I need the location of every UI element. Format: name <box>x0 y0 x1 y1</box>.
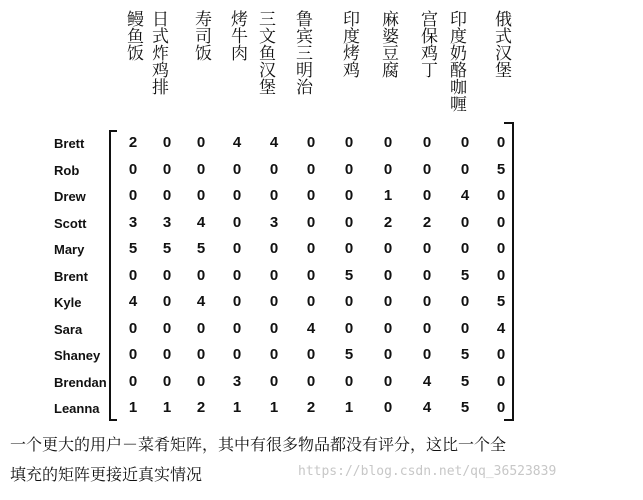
matrix-left-bracket <box>109 130 117 421</box>
rating-cell: 0 <box>383 346 393 363</box>
rating-cell: 0 <box>162 293 172 310</box>
rating-cell: 0 <box>383 319 393 337</box>
rating-cell: 1 <box>269 399 279 416</box>
rating-cell: 5 <box>162 240 172 257</box>
rating-cell: 0 <box>422 160 432 178</box>
rating-cell: 0 <box>162 134 172 151</box>
rating-cell: 4 <box>128 293 138 310</box>
row-label: Brendan <box>54 374 107 390</box>
caption-line-1: 一个更大的用户－菜肴矩阵，其中有很多物品都没有评分，这比一个全 <box>10 435 507 454</box>
watermark: https://blog.csdn.net/qq_36523839 <box>298 464 557 479</box>
rating-cell: 0 <box>460 160 470 178</box>
rating-cell: 0 <box>344 187 354 204</box>
rating-cell: 0 <box>232 240 242 257</box>
column-header: 烤牛肉 <box>227 10 247 61</box>
rating-cell: 1 <box>162 399 172 416</box>
rating-cell: 2 <box>383 213 393 231</box>
rating-cell: 0 <box>460 134 470 151</box>
rating-cell: 4 <box>196 213 206 231</box>
rating-cell: 0 <box>383 293 393 310</box>
column-header: 俄式汉堡 <box>491 10 511 78</box>
rating-cell: 0 <box>306 134 316 151</box>
rating-cell: 5 <box>460 346 470 363</box>
rating-cell: 2 <box>422 213 432 231</box>
rating-cell: 0 <box>306 213 316 231</box>
rating-cell: 0 <box>306 160 316 178</box>
column-header: 印度烤鸡 <box>339 10 359 78</box>
rating-cell: 0 <box>496 372 506 390</box>
rating-cell: 2 <box>196 399 206 416</box>
column-header: 印度奶酪咖喱 <box>446 10 466 112</box>
rating-cell: 0 <box>196 319 206 337</box>
rating-cell: 1 <box>232 399 242 416</box>
rating-cell: 0 <box>422 240 432 257</box>
rating-cell: 0 <box>269 346 279 363</box>
rating-cell: 0 <box>422 293 432 310</box>
matrix-right-bracket <box>504 122 514 421</box>
rating-cell: 0 <box>496 399 506 416</box>
rating-cell: 2 <box>306 399 316 416</box>
rating-cell: 0 <box>162 160 172 178</box>
rating-cell: 5 <box>344 266 354 284</box>
rating-cell: 5 <box>460 399 470 416</box>
row-label: Sara <box>54 321 83 337</box>
rating-cell: 0 <box>383 266 393 284</box>
row-label: Brent <box>54 268 88 284</box>
matrix-row <box>0 183 643 211</box>
rating-cell: 4 <box>422 399 432 416</box>
rating-cell: 0 <box>232 293 242 310</box>
matrix-row <box>0 316 643 344</box>
matrix-row <box>0 289 643 317</box>
caption-line-2: 填充的矩阵更接近真实情况 <box>10 465 203 484</box>
rating-cell: 0 <box>344 134 354 151</box>
rating-cell: 0 <box>196 372 206 390</box>
column-header: 麻婆豆腐 <box>378 10 398 78</box>
rating-cell: 0 <box>196 266 206 284</box>
rating-cell: 0 <box>496 134 506 151</box>
rating-cell: 3 <box>232 372 242 390</box>
rating-cell: 0 <box>383 372 393 390</box>
matrix-row <box>0 263 643 291</box>
rating-cell: 0 <box>306 240 316 257</box>
rating-cell: 5 <box>496 160 506 178</box>
rating-cell: 3 <box>269 213 279 231</box>
matrix-row <box>0 395 643 423</box>
rating-cell: 0 <box>422 319 432 337</box>
matrix-row <box>0 342 643 370</box>
row-label: Kyle <box>54 295 82 310</box>
rating-cell: 1 <box>344 399 354 416</box>
rating-cell: 4 <box>232 134 242 151</box>
rating-cell: 0 <box>496 346 506 363</box>
column-header: 宫保鸡丁 <box>417 10 437 78</box>
row-label: Shaney <box>54 348 101 363</box>
rating-cell: 0 <box>232 213 242 231</box>
rating-cell: 0 <box>496 187 506 204</box>
rating-cell: 0 <box>232 187 242 204</box>
rating-cell: 0 <box>496 266 506 284</box>
rating-cell: 1 <box>128 399 138 416</box>
rating-cell: 0 <box>162 372 172 390</box>
rating-cell: 0 <box>460 213 470 231</box>
rating-cell: 0 <box>422 134 432 151</box>
rating-cell: 0 <box>306 187 316 204</box>
rating-cell: 0 <box>383 134 393 151</box>
rating-cell: 4 <box>196 293 206 310</box>
rating-cell: 0 <box>344 240 354 257</box>
row-label: Rob <box>54 162 80 178</box>
row-label: Brett <box>54 136 85 151</box>
rating-cell: 0 <box>196 346 206 363</box>
rating-cell: 5 <box>196 240 206 257</box>
column-header: 三文鱼汉堡 <box>255 10 275 95</box>
rating-cell: 0 <box>128 372 138 390</box>
rating-cell: 0 <box>269 160 279 178</box>
rating-cell: 0 <box>269 293 279 310</box>
rating-cell: 0 <box>306 293 316 310</box>
rating-cell: 0 <box>306 346 316 363</box>
rating-cell: 4 <box>460 187 470 204</box>
rating-cell: 0 <box>128 346 138 363</box>
rating-cell: 0 <box>196 160 206 178</box>
rating-cell: 0 <box>422 346 432 363</box>
rating-cell: 0 <box>196 187 206 204</box>
rating-cell: 0 <box>344 372 354 390</box>
rating-cell: 0 <box>196 134 206 151</box>
rating-cell: 0 <box>344 293 354 310</box>
rating-cell: 0 <box>460 240 470 257</box>
rating-cell: 0 <box>162 319 172 337</box>
rating-cell: 0 <box>232 160 242 178</box>
rating-cell: 4 <box>269 134 279 151</box>
rating-cell: 0 <box>383 240 393 257</box>
column-header: 寿司饭 <box>191 10 211 61</box>
rating-cell: 0 <box>269 240 279 257</box>
rating-cell: 3 <box>162 213 172 231</box>
rating-cell: 4 <box>306 319 316 337</box>
column-header: 鲁宾三明治 <box>292 10 312 95</box>
rating-cell: 0 <box>162 266 172 284</box>
rating-cell: 4 <box>496 319 506 337</box>
matrix-row <box>0 210 643 238</box>
rating-cell: 5 <box>496 293 506 310</box>
rating-cell: 0 <box>162 346 172 363</box>
rating-cell: 0 <box>344 319 354 337</box>
rating-cell: 0 <box>306 266 316 284</box>
row-label: Mary <box>54 242 85 257</box>
rating-cell: 0 <box>162 187 172 204</box>
matrix-row <box>0 369 643 397</box>
row-label: Scott <box>54 215 87 231</box>
rating-cell: 0 <box>496 213 506 231</box>
rating-cell: 0 <box>128 319 138 337</box>
rating-cell: 0 <box>496 240 506 257</box>
matrix-row <box>0 236 643 264</box>
rating-cell: 0 <box>232 266 242 284</box>
rating-cell: 0 <box>422 266 432 284</box>
rating-cell: 0 <box>232 319 242 337</box>
rating-cell: 0 <box>344 213 354 231</box>
rating-cell: 0 <box>460 319 470 337</box>
rating-cell: 4 <box>422 372 432 390</box>
rating-cell: 0 <box>232 346 242 363</box>
rating-cell: 5 <box>128 240 138 257</box>
rating-cell: 5 <box>460 266 470 284</box>
rating-cell: 0 <box>128 187 138 204</box>
matrix-row <box>0 157 643 185</box>
rating-cell: 0 <box>383 160 393 178</box>
rating-cell: 0 <box>460 293 470 310</box>
rating-cell: 0 <box>269 266 279 284</box>
rating-cell: 0 <box>269 372 279 390</box>
rating-cell: 5 <box>344 346 354 363</box>
row-label: Leanna <box>54 401 100 416</box>
rating-cell: 0 <box>128 266 138 284</box>
column-headers <box>0 0 643 130</box>
caption <box>10 430 640 490</box>
rating-cell: 5 <box>460 372 470 390</box>
rating-cell: 0 <box>269 319 279 337</box>
rating-cell: 0 <box>422 187 432 204</box>
rating-cell: 0 <box>306 372 316 390</box>
rating-cell: 0 <box>269 187 279 204</box>
rating-cell: 0 <box>344 160 354 178</box>
row-label: Drew <box>54 189 86 204</box>
rating-cell: 0 <box>383 399 393 416</box>
rating-cell: 2 <box>128 134 138 151</box>
rating-cell: 3 <box>128 213 138 231</box>
column-header: 日式炸鸡排 <box>148 10 168 95</box>
column-header: 鳗鱼饭 <box>123 10 143 61</box>
matrix-row <box>0 130 643 158</box>
rating-cell: 0 <box>128 160 138 178</box>
rating-cell: 1 <box>383 187 393 204</box>
